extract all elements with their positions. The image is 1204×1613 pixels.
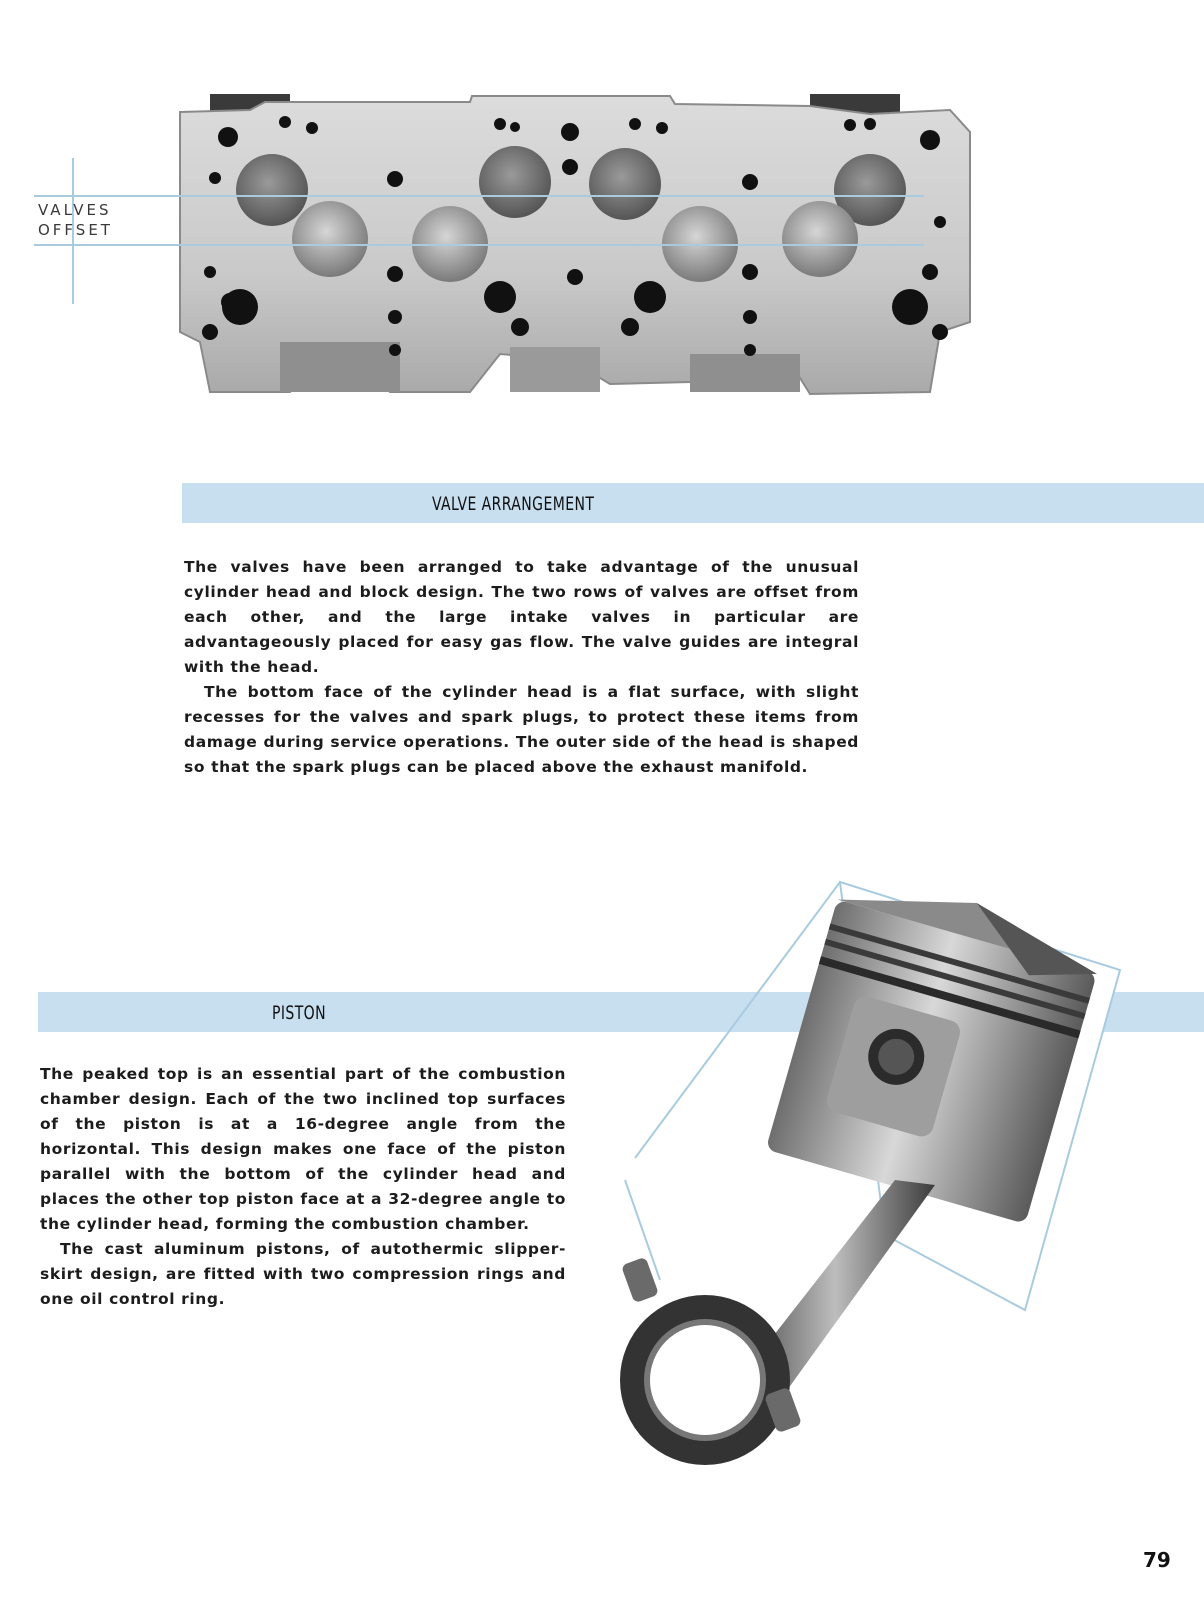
offset-guide-line-bottom xyxy=(34,244,924,246)
cylinder-head-illustration xyxy=(170,92,998,412)
offset-guide-line-top xyxy=(34,195,924,197)
valves-offset-label-line2: OFFSET xyxy=(38,221,113,239)
piston-connecting-rod-illustration xyxy=(585,880,1204,1480)
page-number: 79 xyxy=(1143,1548,1171,1572)
piston-title: PISTON xyxy=(272,1002,327,1024)
piston-paragraph-1: The peaked top is an essential part of the combustion chamber design. Each of the two inclined top surfaces of the piston is at a 16-degree angle from the horizontal. This design makes one face of the piston parallel with the bottom of the cylinder head and places the other top piston face at a 32-degree angle to the cylinder head, forming the combustion chamber. xyxy=(40,1065,566,1233)
valve-arrangement-title: VALVE ARRANGEMENT xyxy=(432,493,595,515)
valve-paragraph-2: The bottom face of the cylinder head is a flat surface, with slight recesses for the valves and spark plugs, to protect these items from damage during service operations. The outer side of the head is shaped so that the spark plugs can be placed above the exhaust manifold. xyxy=(184,683,859,776)
piston-body xyxy=(40,1062,566,1312)
valves-offset-label xyxy=(38,200,113,240)
valve-paragraph-1: The valves have been arranged to take advantage of the unusual cylinder head and block design. The two rows of valves are offset from each other, and the large intake valves in particular are advantageously placed for easy gas flow. The valve guides are integral with the head. xyxy=(184,558,859,676)
piston-paragraph-2: The cast aluminum pistons, of autothermic slipper-skirt design, are fitted with two compression rings and one oil control ring. xyxy=(40,1240,566,1308)
valve-arrangement-header-band xyxy=(182,483,1204,523)
valves-offset-label-line1: VALVES xyxy=(38,201,112,219)
valve-arrangement-body xyxy=(184,555,859,780)
